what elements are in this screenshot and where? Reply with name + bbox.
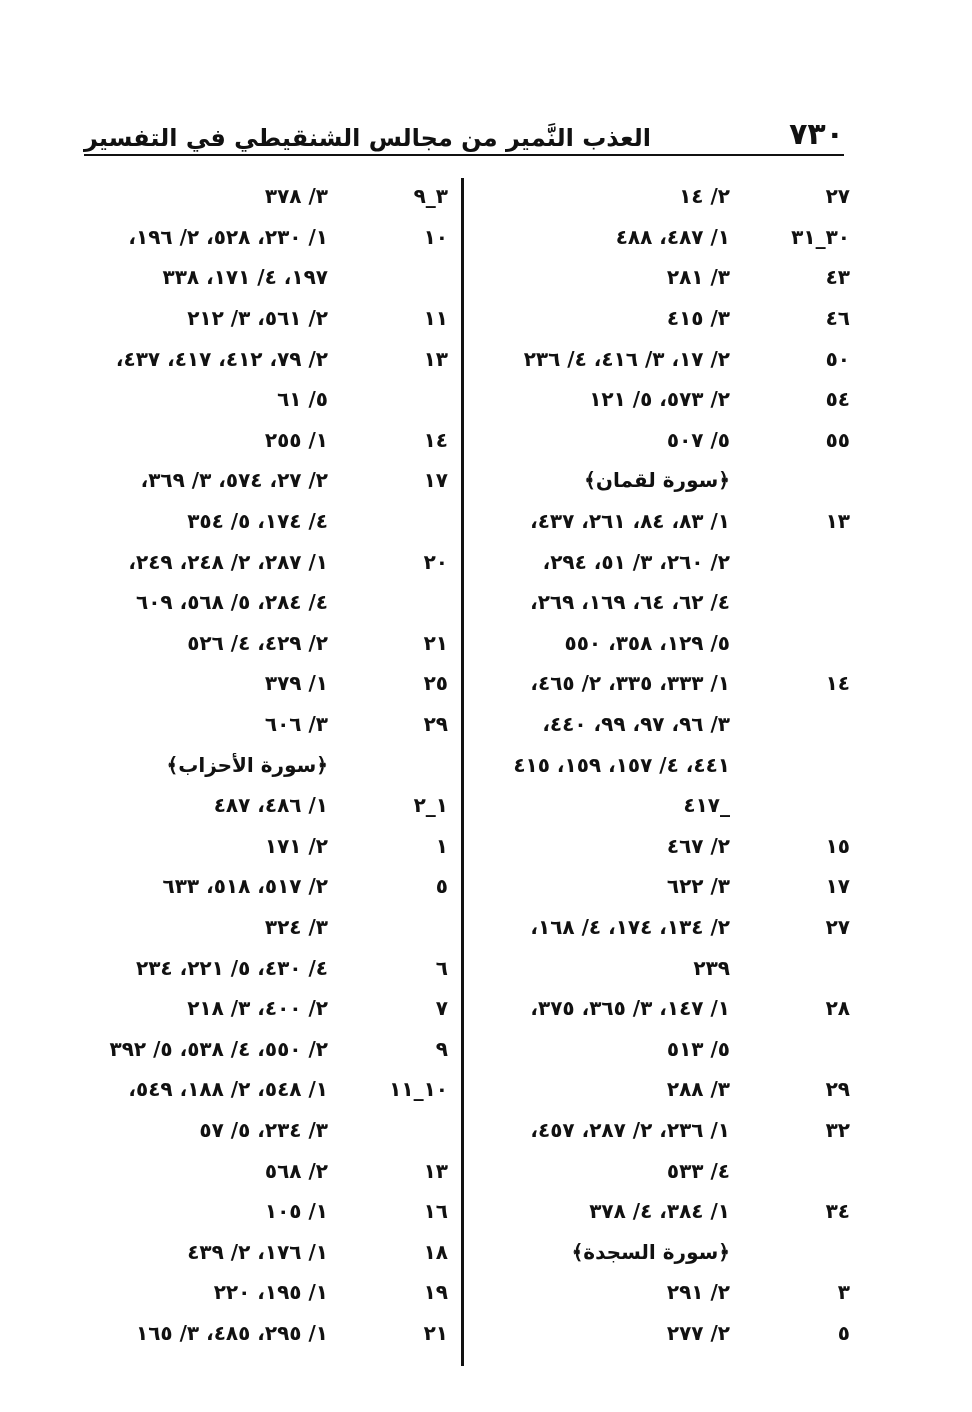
page-references: ١/ ١٤٧، ٣/ ٣٦٥، ٣٧٥، xyxy=(530,996,730,1021)
page-references: ١/ ٨٣، ٨٤، ٢٦١، ٤٣٧، xyxy=(530,509,730,534)
index-row xyxy=(478,217,850,258)
verse-number: ١٤ xyxy=(825,671,850,696)
page-references: ٢/ ٥٥٠، ٤/ ٥٣٨، ٥/ ٣٩٢ xyxy=(109,1036,328,1061)
verse-number: ٥ xyxy=(837,1320,850,1345)
page-references: ١/ ٢٣٠، ٥٢٨، ٢/ ١٩٦، xyxy=(128,224,328,249)
index-row xyxy=(478,338,850,379)
page-references: ٢/ ٤٢٩، ٤/ ٥٢٦ xyxy=(187,630,328,655)
verse-number: ١٥ xyxy=(825,833,850,858)
index-row xyxy=(74,785,448,826)
index-row xyxy=(478,1150,850,1191)
page-references: ٢/ ٧٩، ٤١٢، ٤١٧، ٤٣٧، xyxy=(115,346,328,371)
verse-number: ١٧ xyxy=(825,874,850,899)
page-references: ٥/ ٦١ xyxy=(277,387,328,412)
verse-number: ٢٩ xyxy=(825,1077,850,1102)
verse-number: ٥٥ xyxy=(825,427,850,452)
page-references: ٣/ ٦٠٦ xyxy=(264,712,328,737)
index-row xyxy=(74,704,448,745)
page-references: ١/ ٣٨٤، ٤/ ٣٧٨ xyxy=(589,1199,730,1224)
verse-number: ٧ xyxy=(435,996,448,1021)
verse-number: ٢٨ xyxy=(825,996,850,1021)
page-references: ٤/ ٦٢، ٦٤، ١٦٩، ٢٦٩، xyxy=(530,590,730,615)
index-row xyxy=(74,217,448,258)
page-references: ٥/ ٥٠٧ xyxy=(666,427,730,452)
page-references: ٢/ ١٣٤، ١٧٤، ٤/ ١٦٨، xyxy=(530,914,730,939)
verse-number: ٥٤ xyxy=(825,387,850,412)
index-row xyxy=(74,176,448,217)
page-references: ١٩٧، ٤/ ١٧١، ٣٣٨ xyxy=(162,265,328,290)
header-rule xyxy=(84,154,844,156)
index-row xyxy=(74,663,448,704)
verse-number: ١٧ xyxy=(423,468,448,493)
index-row xyxy=(478,785,850,826)
index-row xyxy=(74,338,448,379)
page-references: ١/ ١٩٥، ٢٢٠ xyxy=(213,1280,328,1305)
index-row xyxy=(478,1313,850,1354)
index-row xyxy=(74,1028,448,1069)
page-references: ٢/ ٥٦١، ٣/ ٢١٢ xyxy=(187,306,328,331)
page-references: ١/ ١٠٥ xyxy=(264,1199,328,1224)
index-row xyxy=(74,623,448,664)
verse-number: ١٦ xyxy=(423,1199,448,1224)
page-references: ٢/ ٤٠٠، ٣/ ٢١٨ xyxy=(187,996,328,1021)
verse-number: ١٣ xyxy=(825,509,850,534)
page-references: ٤/ ٤٣٠، ٥/ ٢٢١، ٢٣٤ xyxy=(136,955,328,980)
index-row xyxy=(74,298,448,339)
page-references: ١/ ٣٣٣، ٣٣٥، ٢/ ٤٦٥، xyxy=(530,671,730,696)
verse-number: ٢٩ xyxy=(423,712,448,737)
index-row xyxy=(478,460,850,501)
page-references: ٢/ ١٧، ٣/ ٤١٦، ٤/ ٢٣٦ xyxy=(523,346,730,371)
page-references: ١/ ٤٨٧، ٤٨٨ xyxy=(615,224,730,249)
index-row xyxy=(478,541,850,582)
index-row xyxy=(478,1231,850,1272)
verse-number: ٣ xyxy=(837,1280,850,1305)
verse-number: ٦ xyxy=(435,955,448,980)
index-row xyxy=(478,988,850,1029)
page-references: ٢/ ٢٩١ xyxy=(666,1280,730,1305)
page-references: ٢/ ٥١٧، ٥١٨، ٦٣٣ xyxy=(162,874,328,899)
index-row xyxy=(74,257,448,298)
index-row xyxy=(74,866,448,907)
index-row xyxy=(478,501,850,542)
page-references: ٢٣٩ xyxy=(693,955,730,980)
page-references: ٣/ ٣٧٨ xyxy=(264,184,328,209)
page-references: ٥/ ٥١٣ xyxy=(666,1036,730,1061)
column-divider xyxy=(461,178,464,1366)
page-references: ٥/ ١٢٩، ٣٥٨، ٥٥٠ xyxy=(564,630,730,655)
verse-number: ٣٠_٣١ xyxy=(791,224,850,249)
page-references: ١/ ١٧٦، ٢/ ٤٣٩ xyxy=(187,1239,328,1264)
verse-number: ٢٧ xyxy=(825,914,850,939)
index-row xyxy=(74,501,448,542)
verse-number: ٣٢ xyxy=(825,1117,850,1142)
verse-number: ٣_٩ xyxy=(413,184,448,209)
verse-number: ١٩ xyxy=(423,1280,448,1305)
index-row xyxy=(478,907,850,948)
page-references: ١/ ٢٥٥ xyxy=(264,427,328,452)
surah-heading: ﴿سورة الأحزاب﴾ xyxy=(166,752,328,777)
page-number: ٧٣٠ xyxy=(789,117,844,152)
index-row xyxy=(478,298,850,339)
index-column-left xyxy=(74,176,448,1353)
index-row xyxy=(478,623,850,664)
index-row xyxy=(74,907,448,948)
page-references: ٢/ ٢٧٧ xyxy=(666,1320,730,1345)
book-title: العذب النَّمير من مجالس الشنقيطي في التفسير xyxy=(84,124,651,152)
page-references: ٣/ ٢٨١ xyxy=(666,265,730,290)
page-references: ٢/ ٢٧، ٥٧٤، ٣/ ٣٦٩، xyxy=(140,468,328,493)
verse-number: ١ xyxy=(435,833,448,858)
index-row xyxy=(74,379,448,420)
index-row xyxy=(74,1231,448,1272)
page-references: ٣/ ٤١٥ xyxy=(666,306,730,331)
page-references: ٤٤١، ٤/ ١٥٧، ١٥٩، ٤١٥ xyxy=(513,752,730,777)
page-references: ٣/ ٩٦، ٩٧، ٩٩، ٤٤٠، xyxy=(542,712,730,737)
page-references: ١/ ٢٨٧، ٢/ ٢٤٨، ٢٤٩، xyxy=(128,549,328,574)
verse-number: ٥ xyxy=(435,874,448,899)
index-row xyxy=(478,704,850,745)
index-row xyxy=(74,988,448,1029)
verse-number: ١٠ xyxy=(423,224,448,249)
index-row xyxy=(478,257,850,298)
page-references: ١/ ٢٣٦، ٢/ ٢٨٧، ٤٥٧، xyxy=(530,1117,730,1142)
verse-number: ٢٠ xyxy=(423,549,448,574)
index-row xyxy=(478,866,850,907)
page-references: ٣/ ٢٨٨ xyxy=(666,1077,730,1102)
verse-number: ٩ xyxy=(435,1036,448,1061)
verse-number: ٣٤ xyxy=(825,1199,850,1224)
verse-number: ٢٧ xyxy=(825,184,850,209)
page-references: ٢/ ١٧١ xyxy=(264,833,328,858)
page-references: ٢/ ١٤ xyxy=(679,184,730,209)
index-row xyxy=(478,1069,850,1110)
index-row xyxy=(74,744,448,785)
page-references: ٣/ ٣٢٤ xyxy=(264,914,328,939)
page-references: ١/ ٢٩٥، ٤٨٥، ٣/ ١٦٥ xyxy=(136,1320,328,1345)
page-references: ٣/ ٢٣٤، ٥/ ٥٧ xyxy=(199,1117,328,1142)
index-row xyxy=(478,1191,850,1232)
verse-number: ٢١ xyxy=(423,630,448,655)
index-row xyxy=(478,379,850,420)
index-row xyxy=(478,420,850,461)
verse-number: ٢١ xyxy=(423,1320,448,1345)
verse-number: ٤٦ xyxy=(825,306,850,331)
index-row xyxy=(478,1028,850,1069)
index-row xyxy=(74,826,448,867)
verse-number: ١٤ xyxy=(423,427,448,452)
page-references: ٢/ ٥٧٣، ٥/ ١٢١ xyxy=(589,387,730,412)
index-row xyxy=(74,582,448,623)
index-row xyxy=(74,1313,448,1354)
index-row xyxy=(74,947,448,988)
page-references: ٣/ ٦٢٢ xyxy=(666,874,730,899)
index-row xyxy=(478,176,850,217)
verse-number: ١٨ xyxy=(423,1239,448,1264)
index-row xyxy=(478,826,850,867)
index-row xyxy=(74,1191,448,1232)
index-row xyxy=(74,420,448,461)
page-references: _٤١٧ xyxy=(683,793,730,818)
verse-number: ٢٥ xyxy=(423,671,448,696)
page-references: ٤/ ١٧٤، ٥/ ٣٥٤ xyxy=(187,509,328,534)
index-row xyxy=(478,744,850,785)
index-row xyxy=(74,1069,448,1110)
index-row xyxy=(74,1150,448,1191)
verse-number: ١٠_١١ xyxy=(389,1077,448,1102)
page-references: ١/ ٣٧٩ xyxy=(264,671,328,696)
index-row xyxy=(74,541,448,582)
page-references: ١/ ٥٤٨، ٢/ ١٨٨، ٥٤٩، xyxy=(128,1077,328,1102)
page-references: ٢/ ٢٦٠، ٣/ ٥١، ٢٩٤، xyxy=(542,549,730,574)
page-references: ٢/ ٥٦٨ xyxy=(264,1158,328,1183)
index-row xyxy=(478,1110,850,1151)
index-row xyxy=(478,1272,850,1313)
page-references: ٤/ ٥٣٣ xyxy=(666,1158,730,1183)
verse-number: ٤٣ xyxy=(825,265,850,290)
verse-number: ١_٢ xyxy=(413,793,448,818)
index-row xyxy=(478,663,850,704)
index-row xyxy=(478,947,850,988)
verse-number: ١٣ xyxy=(423,1158,448,1183)
page-references: ٢/ ٤٦٧ xyxy=(666,833,730,858)
index-row xyxy=(74,1110,448,1151)
surah-heading: ﴿سورة السجدة﴾ xyxy=(571,1239,730,1264)
page-references: ٤/ ٢٨٤، ٥/ ٥٦٨، ٦٠٩ xyxy=(136,590,328,615)
index-row xyxy=(74,1272,448,1313)
page-references: ١/ ٤٨٦، ٤٨٧ xyxy=(213,793,328,818)
index-column-right xyxy=(478,176,850,1353)
surah-heading: ﴿سورة لقمان﴾ xyxy=(584,468,730,493)
index-row xyxy=(478,582,850,623)
verse-number: ١٣ xyxy=(423,346,448,371)
index-row xyxy=(74,460,448,501)
verse-number: ٥٠ xyxy=(825,346,850,371)
verse-number: ١١ xyxy=(423,306,448,331)
page-header xyxy=(84,112,844,152)
